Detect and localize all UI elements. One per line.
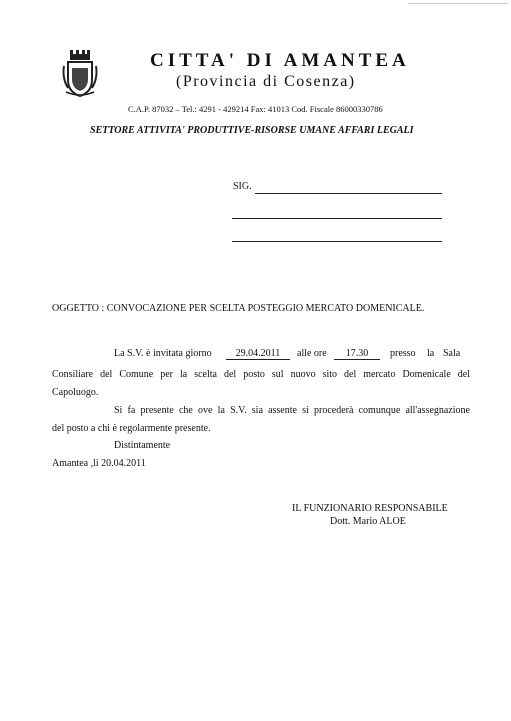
- province-subtitle: (Provincia di Cosenza): [176, 73, 356, 90]
- meeting-time: [334, 348, 380, 360]
- subject-line: OGGETTO : CONVOCAZIONE PER SCELTA POSTEGGIO MERCATO DOMENICALE.: [52, 303, 425, 314]
- recipient-line-1: [255, 193, 442, 194]
- body-line-5: del posto a chi è regolarmente presente.: [52, 423, 211, 434]
- meeting-date: [226, 348, 290, 360]
- signature-name: Dott. Mario ALOE: [330, 516, 406, 527]
- signature-role: IL FUNZIONARIO RESPONSABILE: [292, 503, 448, 514]
- city-title: CITTA' DI AMANTEA: [150, 50, 410, 71]
- body-line-3: Capoluogo.: [52, 387, 99, 398]
- coat-of-arms-icon: [60, 48, 100, 98]
- body-line-2: Consiliare del Comune per la scelta del posto sul nuovo sito del mercato Domenicale del: [52, 369, 470, 380]
- body-line-1-presso: presso: [390, 348, 416, 359]
- recipient-line-2: [232, 218, 442, 219]
- meeting-date-value: 29.04.2011: [226, 349, 290, 360]
- contact-info: C.A.P. 87032 – Tel.: 4291 - 429214 Fax: 41013 Cod. Fiscale 86000330786: [128, 104, 383, 114]
- recipient-line-3: [232, 241, 442, 242]
- recipient-label: SIG.: [233, 181, 252, 192]
- body-line-1-alle: alle ore: [297, 348, 327, 359]
- sector-heading: SETTORE ATTIVITA' PRODUTTIVE-RISORSE UMANE AFFARI LEGALI: [90, 125, 414, 136]
- body-line-1-start: La S.V. è invitata giorno: [114, 348, 212, 359]
- body-line-1-sala: Sala: [443, 348, 461, 359]
- body-line-1-la: la: [427, 348, 435, 359]
- place-date: Amantea ,li 20.04.2011: [52, 458, 146, 469]
- body-line-4: Si fa presente che ove la S.V. sia assente si procederà comunque all'assegnazione: [114, 405, 470, 416]
- closing-text: Distintamente: [114, 440, 171, 451]
- meeting-time-value: 17.30: [334, 349, 380, 360]
- scan-edge-line: [408, 3, 508, 4]
